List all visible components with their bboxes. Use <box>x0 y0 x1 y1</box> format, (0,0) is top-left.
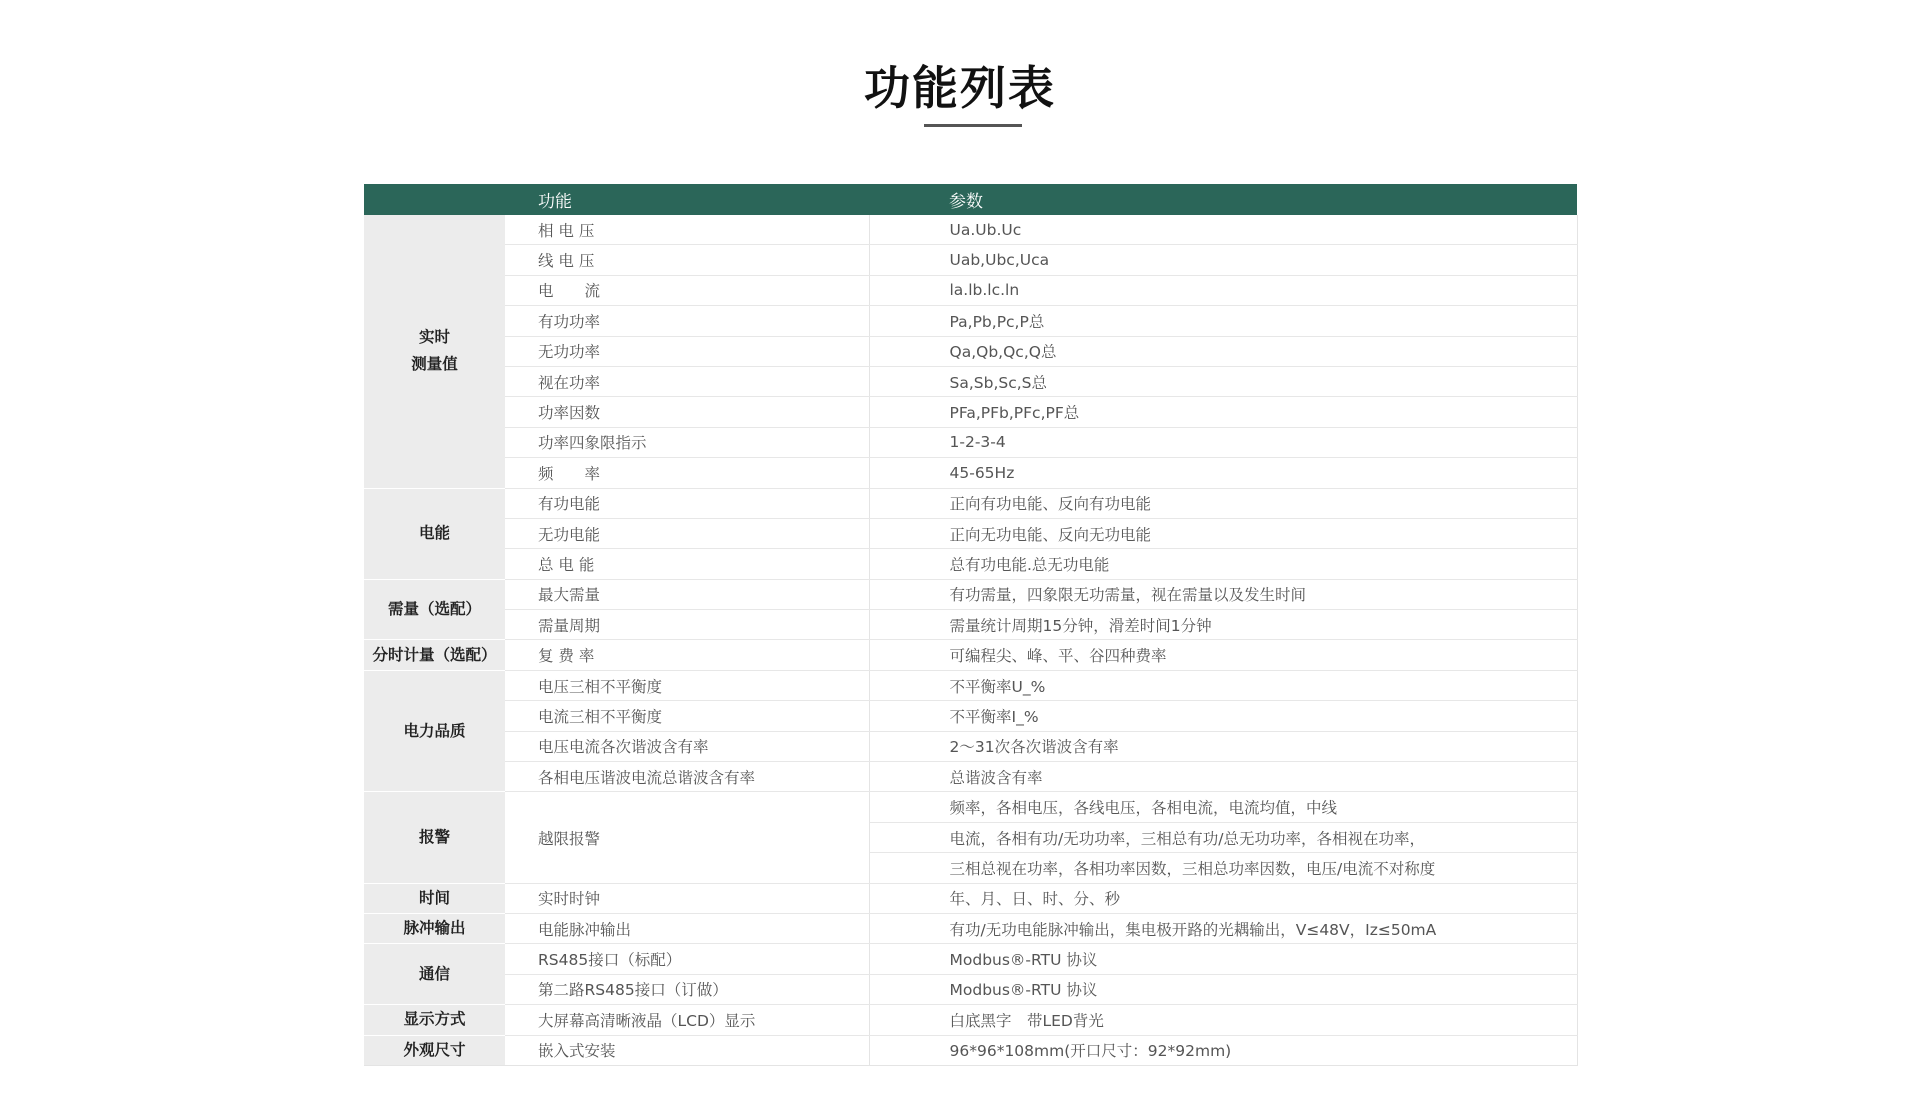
function-cell: 电流三相不平衡度 <box>505 701 869 731</box>
function-cell: 电 流 <box>505 275 869 305</box>
category-cell: 时间 <box>364 883 505 913</box>
param-cell: 年、月、日、时、分、秒 <box>869 883 1577 913</box>
table-row <box>364 427 1577 457</box>
function-cell: 需量周期 <box>505 610 869 640</box>
param-cell: 2～31次各次谐波含有率 <box>869 731 1577 761</box>
table-row <box>364 458 1577 488</box>
param-cell: Modbus®-RTU 协议 <box>869 974 1577 1004</box>
function-cell: 频 率 <box>505 458 869 488</box>
param-cell: 三相总视在功率，各相功率因数，三相总功率因数，电压/电流不对称度 <box>869 853 1577 883</box>
function-cell: 视在功率 <box>505 366 869 396</box>
title-underline <box>924 124 1022 127</box>
param-cell: 总谐波含有率 <box>869 762 1577 792</box>
table-row <box>364 306 1577 336</box>
category-label: 实时 测量值 <box>411 328 458 374</box>
function-table <box>364 184 1578 1066</box>
page-title: 功能列表 <box>864 61 1056 115</box>
param-cell: PFa,PFb,PFc,PF总 <box>869 397 1577 427</box>
table-row <box>364 518 1577 548</box>
param-cell: 电流，各相有功/无功功率，三相总有功/总无功功率，各相视在功率， <box>869 822 1577 852</box>
function-cell: 嵌入式安装 <box>505 1035 869 1065</box>
table-row <box>364 488 1577 518</box>
header-param: 参数 <box>869 184 1577 215</box>
category-cell: 报警 <box>364 792 505 883</box>
table-row <box>364 610 1577 640</box>
table-row <box>364 1005 1577 1035</box>
param-cell: 正向无功电能、反向无功电能 <box>869 518 1577 548</box>
param-cell: 有功/无功电能脉冲输出，集电极开路的光耦输出，V≤48V，Iz≤50mA <box>869 913 1577 943</box>
category-cell: 电力品质 <box>364 670 505 792</box>
function-cell: 功率四象限指示 <box>505 427 869 457</box>
table-row <box>364 1035 1577 1065</box>
table-row <box>364 640 1577 670</box>
category-cell: 电能 <box>364 488 505 579</box>
function-cell: 实时时钟 <box>505 883 869 913</box>
table-row <box>364 670 1577 700</box>
category-cell: 显示方式 <box>364 1005 505 1035</box>
function-cell: 功率因数 <box>505 397 869 427</box>
table-row <box>364 792 1577 822</box>
param-cell: 需量统计周期15分钟，滑差时间1分钟 <box>869 610 1577 640</box>
param-cell: 白底黑字 带LED背光 <box>869 1005 1577 1035</box>
function-cell: 最大需量 <box>505 579 869 609</box>
function-cell: 有功电能 <box>505 488 869 518</box>
table-row <box>364 275 1577 305</box>
function-cell: 复 费 率 <box>505 640 869 670</box>
param-cell: 正向有功电能、反向有功电能 <box>869 488 1577 518</box>
param-cell: 有功需量，四象限无功需量，视在需量以及发生时间 <box>869 579 1577 609</box>
function-cell: 相 电 压 <box>505 215 869 245</box>
category-cell: 脉冲输出 <box>364 913 505 943</box>
table-row <box>364 944 1577 974</box>
table-row <box>364 336 1577 366</box>
category-cell <box>364 215 505 488</box>
param-cell: Uab,Ubc,Uca <box>869 245 1577 275</box>
function-cell: 大屏幕高清晰液晶（LCD）显示 <box>505 1005 869 1035</box>
param-cell: 不平衡率I_% <box>869 701 1577 731</box>
param-cell: Modbus®-RTU 协议 <box>869 944 1577 974</box>
table-row <box>364 762 1577 792</box>
param-cell: Ua.Ub.Uc <box>869 215 1577 245</box>
table-row <box>364 883 1577 913</box>
function-cell: 第二路RS485接口（订做） <box>505 974 869 1004</box>
function-cell: 电压电流各次谐波含有率 <box>505 731 869 761</box>
param-cell: Pa,Pb,Pc,P总 <box>869 306 1577 336</box>
table-row <box>364 701 1577 731</box>
category-cell: 分时计量（选配） <box>364 640 505 670</box>
category-cell: 通信 <box>364 944 505 1005</box>
param-cell: 不平衡率U_% <box>869 670 1577 700</box>
table-row <box>364 245 1577 275</box>
table-row <box>364 397 1577 427</box>
function-cell: RS485接口（标配） <box>505 944 869 974</box>
table-header <box>364 184 1577 215</box>
function-cell: 线 电 压 <box>505 245 869 275</box>
table-row <box>364 974 1577 1004</box>
param-cell: la.lb.lc.ln <box>869 275 1577 305</box>
param-cell: 频率，各相电压，各线电压，各相电流，电流均值，中线 <box>869 792 1577 822</box>
param-cell: Sa,Sb,Sc,S总 <box>869 366 1577 396</box>
function-cell: 有功功率 <box>505 306 869 336</box>
table-row <box>364 366 1577 396</box>
header-function: 功能 <box>505 184 869 215</box>
table-row <box>364 549 1577 579</box>
function-cell: 越限报警 <box>505 792 869 883</box>
param-cell: 总有功电能.总无功电能 <box>869 549 1577 579</box>
param-cell: 96*96*108mm(开口尺寸：92*92mm) <box>869 1035 1577 1065</box>
category-cell: 外观尺寸 <box>364 1035 505 1065</box>
table-row <box>364 215 1577 245</box>
function-cell: 无功电能 <box>505 518 869 548</box>
category-cell: 需量（选配） <box>364 579 505 640</box>
param-cell: 1-2-3-4 <box>869 427 1577 457</box>
param-cell: 可编程尖、峰、平、谷四种费率 <box>869 640 1577 670</box>
table-row <box>364 731 1577 761</box>
table-row <box>364 579 1577 609</box>
header-category <box>364 184 505 215</box>
function-cell: 电能脉冲输出 <box>505 913 869 943</box>
function-cell: 电压三相不平衡度 <box>505 670 869 700</box>
function-cell: 各相电压谐波电流总谐波含有率 <box>505 762 869 792</box>
function-cell: 总 电 能 <box>505 549 869 579</box>
param-cell: Qa,Qb,Qc,Q总 <box>869 336 1577 366</box>
param-cell: 45-65Hz <box>869 458 1577 488</box>
function-cell: 无功功率 <box>505 336 869 366</box>
table-row <box>364 913 1577 943</box>
